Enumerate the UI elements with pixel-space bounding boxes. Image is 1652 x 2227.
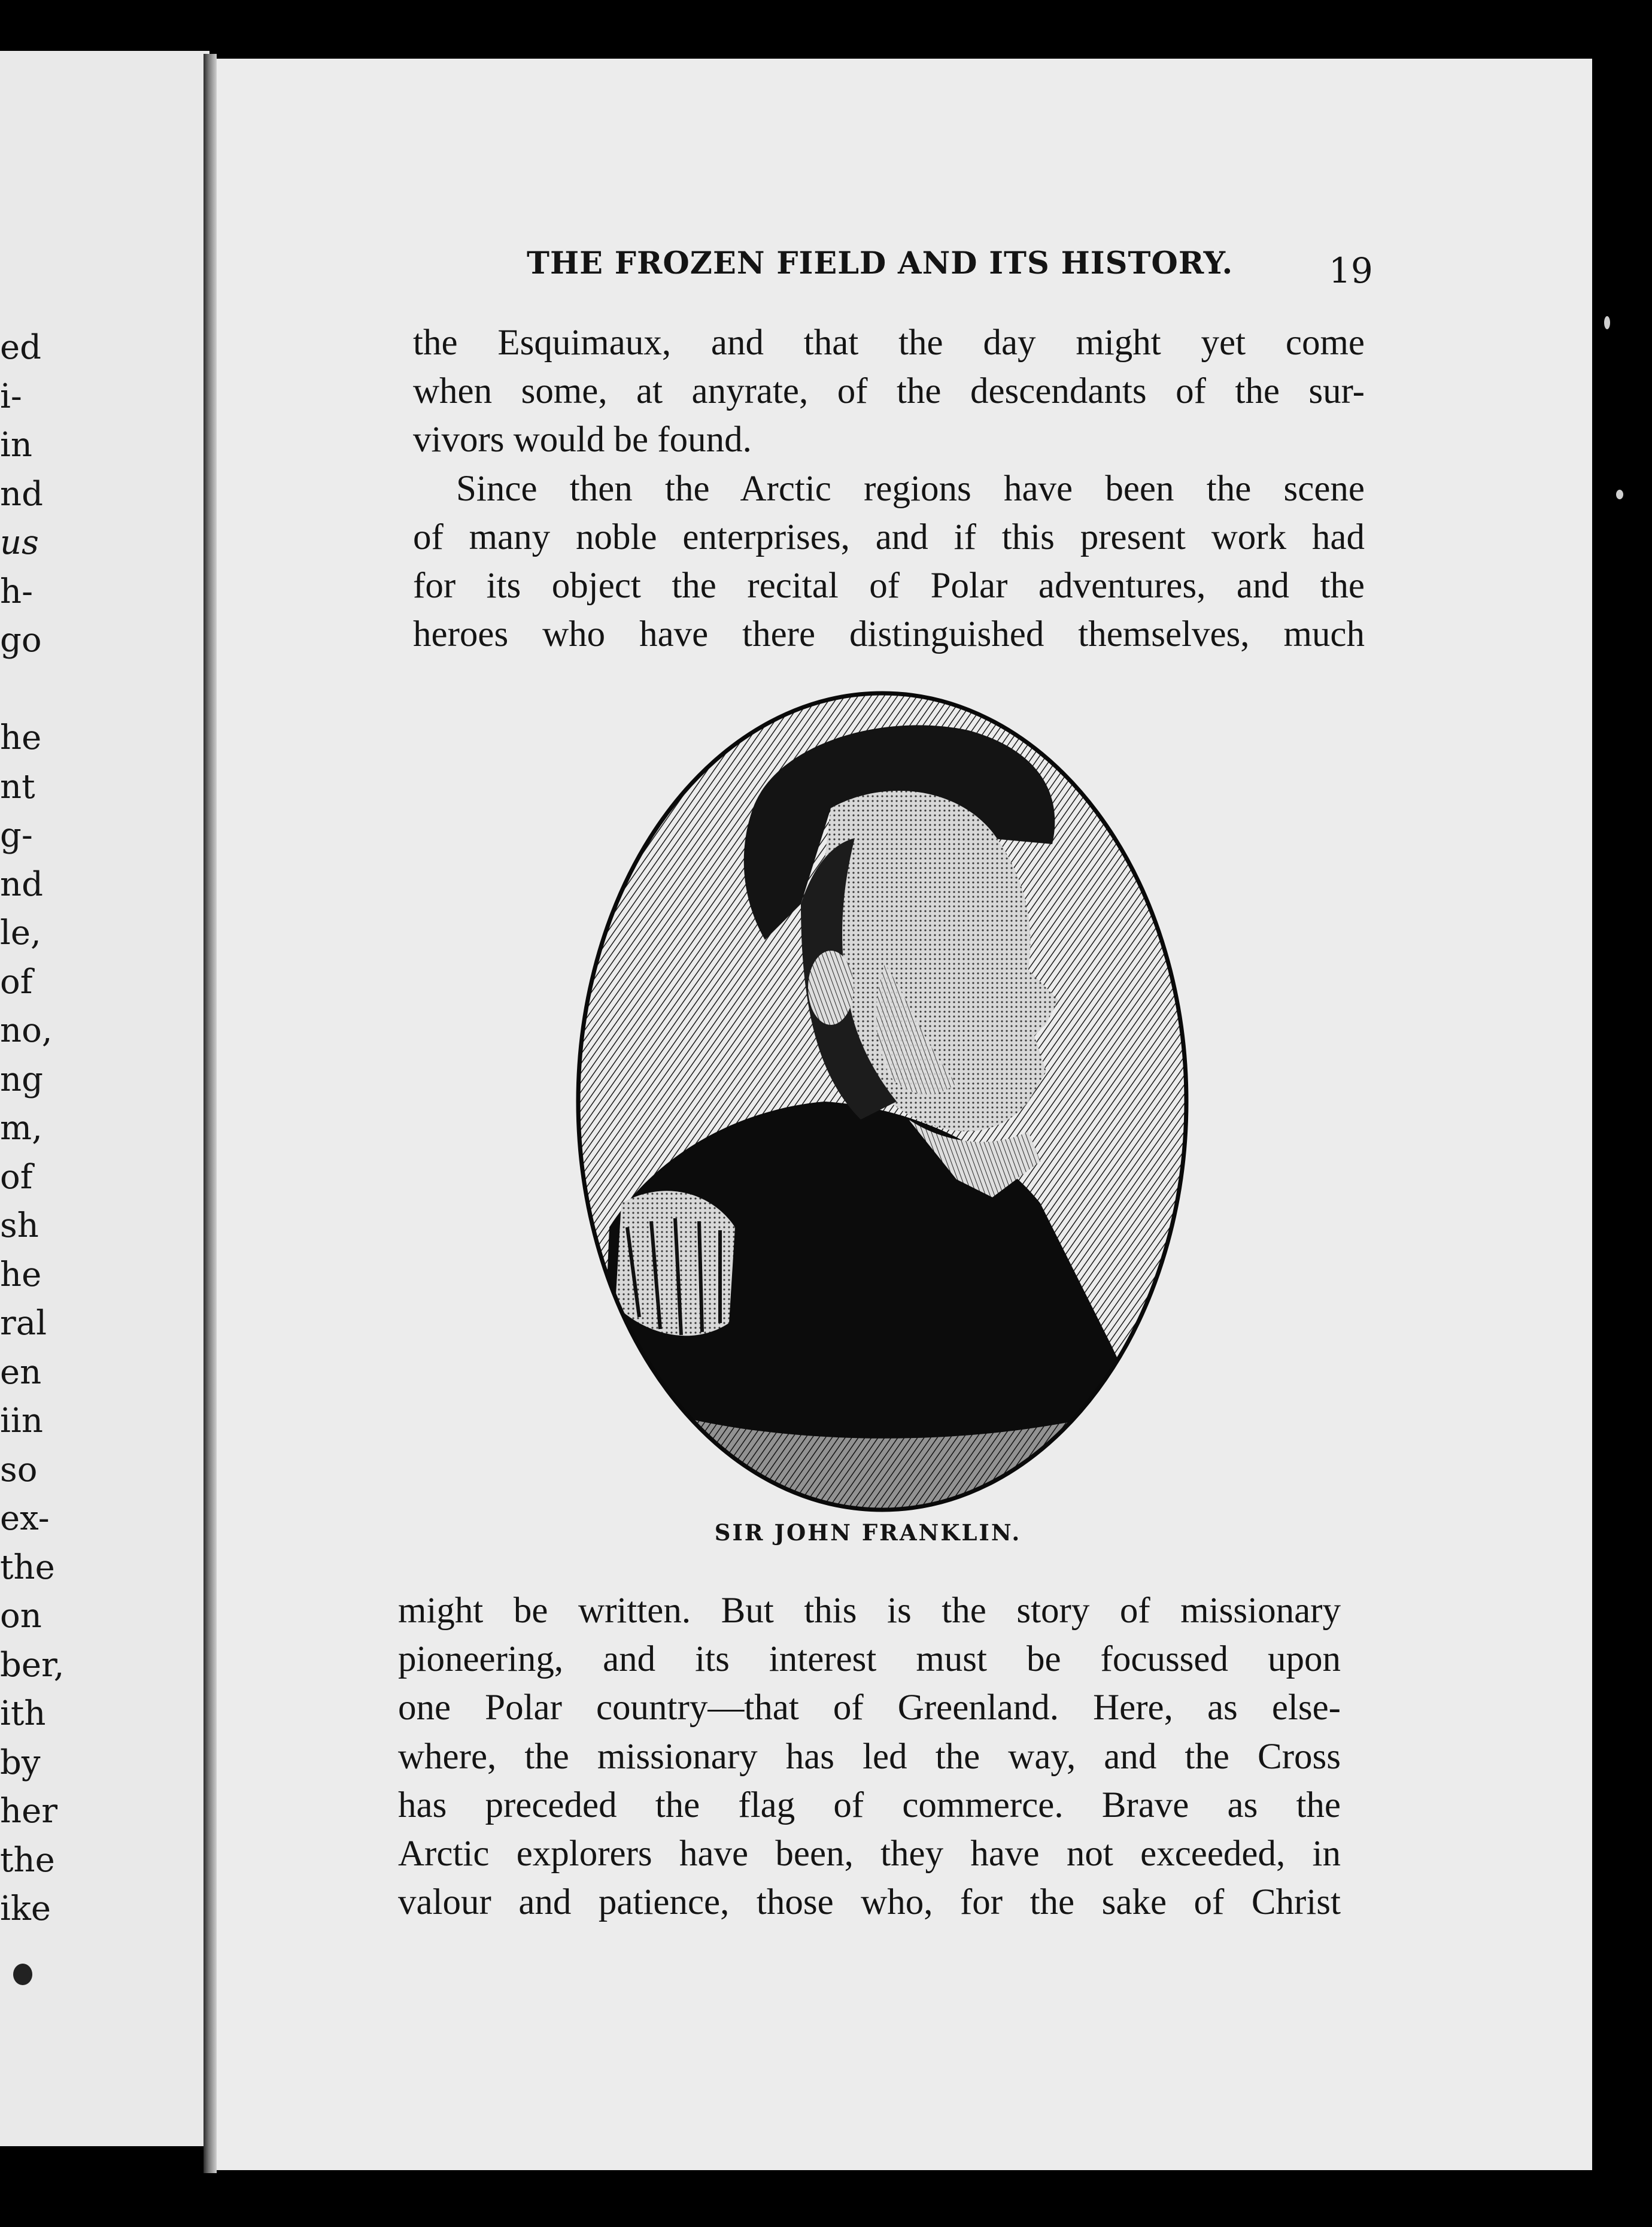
left-fragment-line: nt	[0, 767, 35, 806]
left-fragment-line: the	[0, 1840, 55, 1880]
left-fragment-line: he	[0, 1255, 42, 1294]
left-fragment-line: ith	[0, 1694, 46, 1733]
ink-smudge	[13, 1964, 32, 1985]
text-line: Arctic explorers have been, they have not exceeded, in	[398, 1833, 1341, 1874]
body-text-bottom	[398, 1586, 1341, 1926]
body-text-top	[413, 318, 1365, 659]
left-fragment-line: nd	[0, 474, 43, 514]
text-line: heroes who have there distinguished themselves, much	[413, 614, 1365, 655]
text-line: vivors would be found.	[413, 420, 752, 460]
left-fragment-line: sh	[0, 1206, 39, 1245]
left-fragment-line: ng	[0, 1060, 43, 1099]
left-fragment-line: ex-	[0, 1499, 50, 1538]
left-fragment-line: of	[0, 1157, 33, 1197]
text-line: where, the missionary has led the way, and the Cross	[398, 1736, 1341, 1777]
scan-speck	[1604, 316, 1610, 329]
left-fragment-line: us	[0, 523, 39, 562]
text-line: when some, at anyrate, of the descendants of the sur-	[413, 371, 1365, 412]
text-line: one Polar country—that of Greenland. Here, as else-	[398, 1688, 1341, 1728]
left-fragment-line: he	[0, 718, 42, 757]
left-fragment-line: iin	[0, 1401, 43, 1440]
left-fragment-line: ber,	[0, 1645, 65, 1685]
page-number: 19	[1329, 250, 1373, 291]
left-fragment-line: en	[0, 1352, 42, 1392]
text-line: might be written. But this is the story of missionary	[398, 1591, 1341, 1631]
left-fragment-line: h-	[0, 572, 33, 611]
left-fragment-line: so	[0, 1450, 38, 1489]
left-fragment-line: the	[0, 1548, 55, 1587]
left-fragment-line: her	[0, 1792, 57, 1831]
left-fragment-line: no,	[0, 1011, 53, 1050]
left-fragment-line: in	[0, 426, 32, 465]
illustration-caption: SIR JOHN FRANKLIN.	[714, 1519, 1022, 1546]
page-edge-shadow	[1592, 59, 1652, 2170]
portrait-engraving	[573, 688, 1191, 1515]
left-fragment-line: of	[0, 962, 33, 1002]
left-fragment-line: le,	[0, 914, 41, 952]
text-line: valour and patience, those who, for the sake of Christ	[398, 1882, 1341, 1923]
left-fragment-line: i-	[0, 377, 22, 416]
left-fragment-line: g-	[0, 816, 33, 855]
left-fragment-line: by	[0, 1743, 41, 1782]
text-line: of many noble enterprises, and if this present work had	[413, 517, 1365, 557]
left-page-text-fragments	[0, 323, 65, 1934]
scan-speck	[1616, 490, 1623, 499]
left-fragment-line: ed	[0, 328, 41, 367]
text-line: has preceded the flag of commerce. Brave as the	[398, 1785, 1341, 1825]
book-gutter	[204, 54, 217, 2173]
text-line: the Esquimaux, and that the day might yet come	[413, 323, 1365, 363]
left-fragment-line	[0, 665, 60, 714]
left-fragment-line: ral	[0, 1304, 47, 1343]
left-fragment-line: ike	[0, 1889, 51, 1928]
text-line: pioneering, and its interest must be focussed upon	[398, 1639, 1341, 1680]
left-fragment-line: nd	[0, 864, 43, 904]
left-page	[0, 51, 209, 2146]
left-fragment-line: m,	[0, 1109, 42, 1148]
text-line: Since then the Arctic regions have been the scene	[456, 468, 1365, 509]
left-fragment-line: go	[0, 621, 42, 660]
left-fragment-line: on	[0, 1597, 42, 1636]
running-head: THE FROZEN FIELD AND ITS HISTORY.	[527, 245, 1234, 281]
text-line: for its object the recital of Polar adventures, and the	[413, 565, 1365, 606]
